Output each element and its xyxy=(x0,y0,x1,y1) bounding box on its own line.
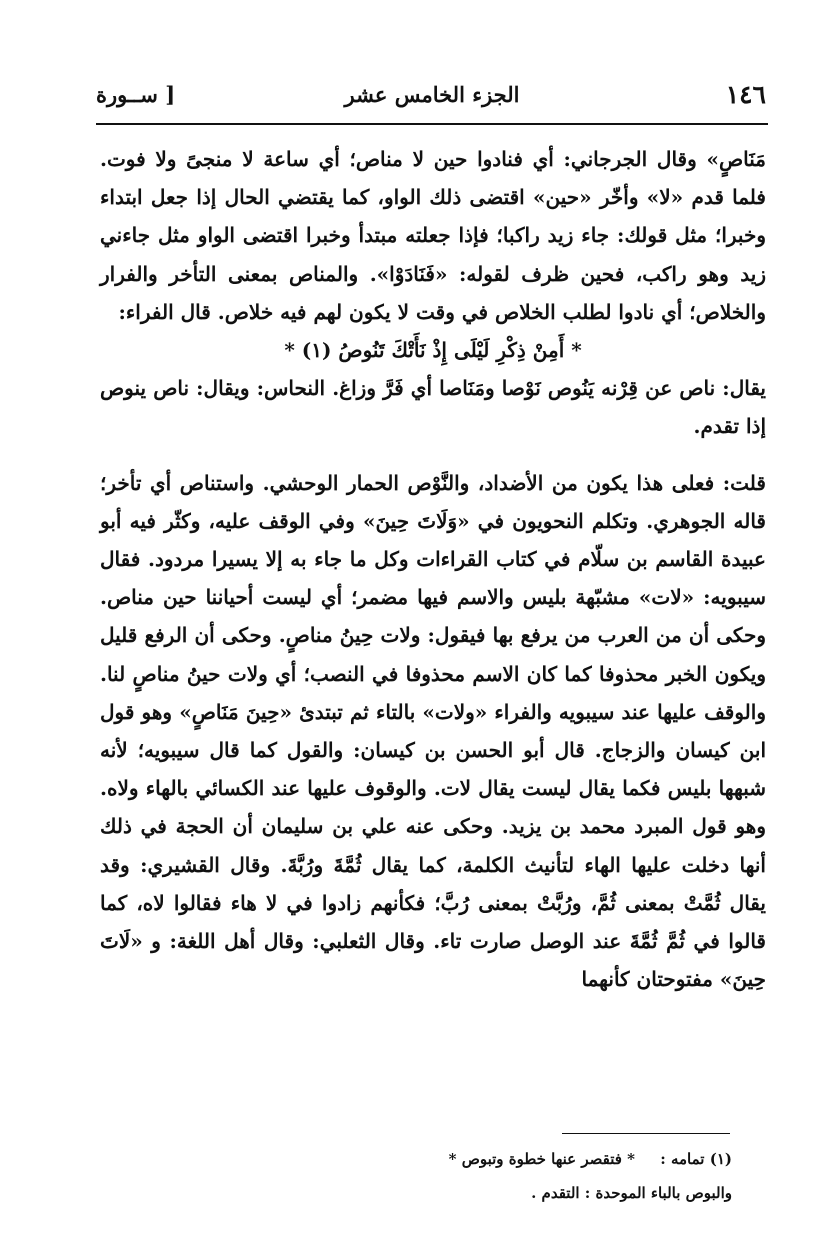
poetry-verse: * أَمِنْ ذِكْرِ لَيْلَى إِذْ نَأَتْكَ تَنُوصُ (١) * xyxy=(284,338,582,363)
footnote-gloss: والبوص بالباء الموحدة : التقدم . xyxy=(531,1184,732,1202)
footnote xyxy=(300,1142,732,1176)
footnote-label: تمامه : xyxy=(660,1150,705,1168)
footnote-divider xyxy=(562,1133,730,1134)
footnotes xyxy=(300,1142,732,1210)
main-text xyxy=(100,140,766,998)
paragraph: يقال: ناص عن قِرْنه يَنُوص نَوْصا ومَنَاصا أي فَرَّ وزاغ. النحاس: ويقال: ناص ينوص إذا تقدم. xyxy=(100,376,766,439)
footnote-number: (١) xyxy=(709,1150,732,1168)
footnote-verse: * فتقصر عنها خطوة وتبوص * xyxy=(448,1150,635,1168)
surah-label: [ ســورة xyxy=(96,82,176,107)
page-header xyxy=(96,70,768,120)
paragraph: مَنَاصٍ» وقال الجرجاني: أي فنادوا حين لا مناص؛ أي ساعة لا منجىً ولا فوت. فلما قدم «لا» وأخّر «حين» اقتضى ذلك الواو، كما يقتضي الحال إذا جعل ابتداء وخبرا؛ مثل قولك: جاء زيد راكبا؛ فإذا جعلته مبتدأ وخبرا اقتضى الواو مثل جاءني زيد وهو راكب، فحين ظرف لقوله: «فَنَادَوْا». والمناص بمعنى التأخر والفرار والخلاص؛ أي نادوا لطلب الخلاص في وقت لا يكون لهم فيه خلاص. قال الفراء: xyxy=(100,147,766,324)
header-divider xyxy=(96,123,768,125)
paragraph: قلت: فعلى هذا يكون من الأضداد، والنَّوْص الحمار الوحشي. واستناص أي تأخر؛ قاله الجوهري. وتكلم النحويون في «وَلَاتَ حِينَ» وفي الوقف عليه، وكثّر فيه أبو عبيدة القاسم بن سلّام في كتاب القراءات وكل ما جاء به إلا يسيرا مردود. فقال سيبويه: «لات» مشبّهة بليس والاسم فيها مضمر؛ أي ليست أحياننا حين مناص. وحكى أن من العرب من يرفع بها فيقول: ولات حِينُ مناصٍ. وحكى أن الرفع قليل ويكون الخبر محذوفا كما كان الاسم محذوفا في النصب؛ أي ولات حينُ مناصٍ لنا. والوقف عليها عند سيبويه والفراء «ولات» بالتاء ثم تبتدئ «حِينَ مَنَاصٍ» وهو قول ابن كيسان والزجاج. قال أبو الحسن بن كيسان: والقول كما قال سيبويه؛ لأنه شبهها بليس فكما يقال ليست يقال لات. والوقوف عليها عند الكسائي بالهاء ولاه. وهو قول المبرد محمد بن يزيد. وحكى عنه علي بن سليمان أن الحجة في ذلك أنها دخلت عليها الهاء لتأنيث الكلمة، كما يقال ثُمَّةَ ورُبَّةَ. وقال القشيري: وقد يقال ثُمَّتْ بمعنى ثُمَّ، ورُبَّتْ بمعنى رُبَّ؛ فكأنهم زادوا في لا هاء فقالوا لاه، كما قالوا في ثُمَّ ثُمَّةَ عند الوصل صارت تاء. وقال الثعلبي: وقال أهل اللغة: و «لَاتَ حِينَ» مفتوحتان كأنهما xyxy=(100,470,766,992)
part-title: الجزء الخامس عشر xyxy=(344,82,520,107)
page-number: ١٤٦ xyxy=(725,80,766,109)
